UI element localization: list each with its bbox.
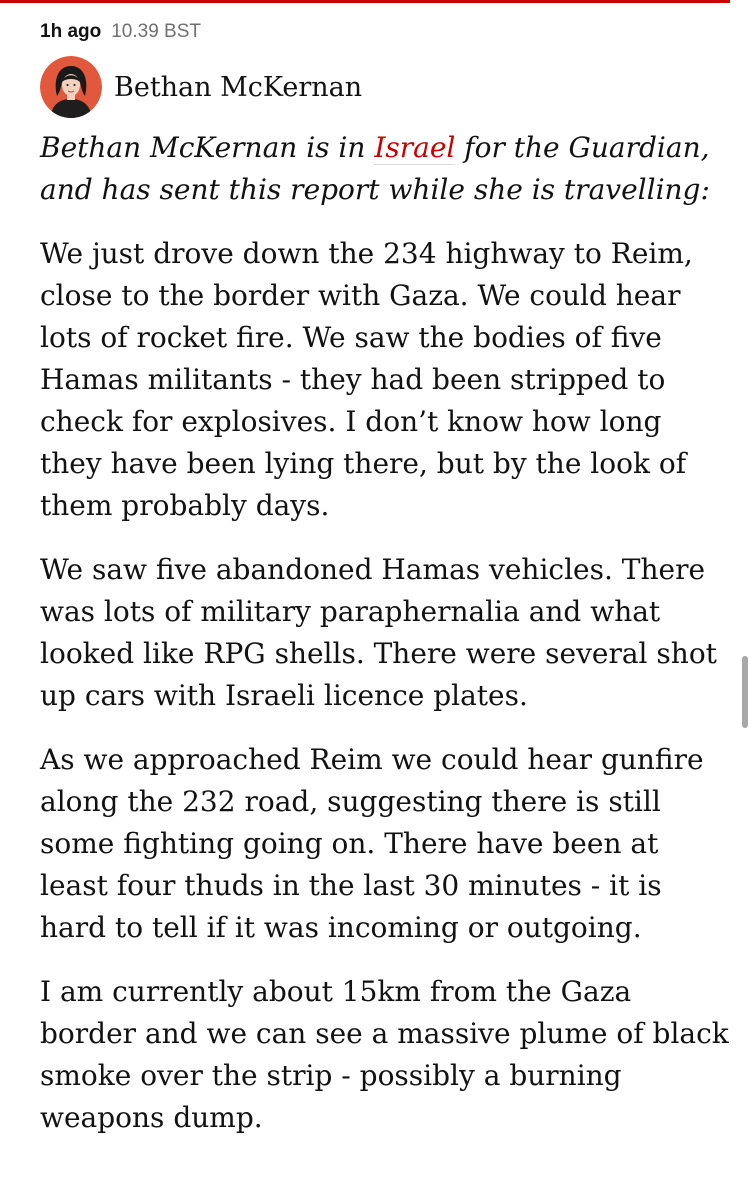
intro-text-after: for the Guardian, and has sent this report while she is travelling: (40, 131, 710, 206)
report-paragraph-1: We just drove down the 234 highway to Reim, close to the border with Gaza. We could hear lots of rocket fire. We saw the bodies of five Hamas militants - they had been stripped to check for explosives. I don’t know how long they have been lying there, but by the look of them probably days. (40, 237, 693, 522)
entry-top-rule (0, 0, 730, 3)
report-paragraph-4: I am currently about 15km from the Gaza border and we can see a massive plume of black smoke over the strip - possibly a burning weapons dump. (40, 975, 729, 1134)
report-paragraph-3: As we approached Reim we could hear gunfire along the 232 road, suggesting there is still some fighting going on. There have been at least four thuds in the last 30 minutes - it is hard to tell if it was incoming or outgoing. (40, 743, 704, 944)
author-portrait-icon[interactable] (40, 56, 102, 118)
israel-tag-link[interactable]: Israel (374, 131, 456, 164)
timestamp-relative[interactable]: 1h ago (40, 21, 102, 42)
author-byline (40, 56, 362, 118)
author-name[interactable]: Bethan McKernan (114, 71, 363, 103)
scrollbar-thumb[interactable] (742, 656, 748, 728)
timestamp-absolute: 10.39 BST (111, 21, 202, 42)
entry-body (40, 127, 730, 1161)
entry-timestamp (40, 19, 201, 45)
intro-paragraph (40, 127, 730, 211)
intro-text-before: Bethan McKernan is in (40, 131, 375, 164)
report-paragraph-2: We saw five abandoned Hamas vehicles. There was lots of military paraphernalia and what looked like RPG shells. There were several shot up cars with Israeli licence plates. (40, 553, 717, 712)
